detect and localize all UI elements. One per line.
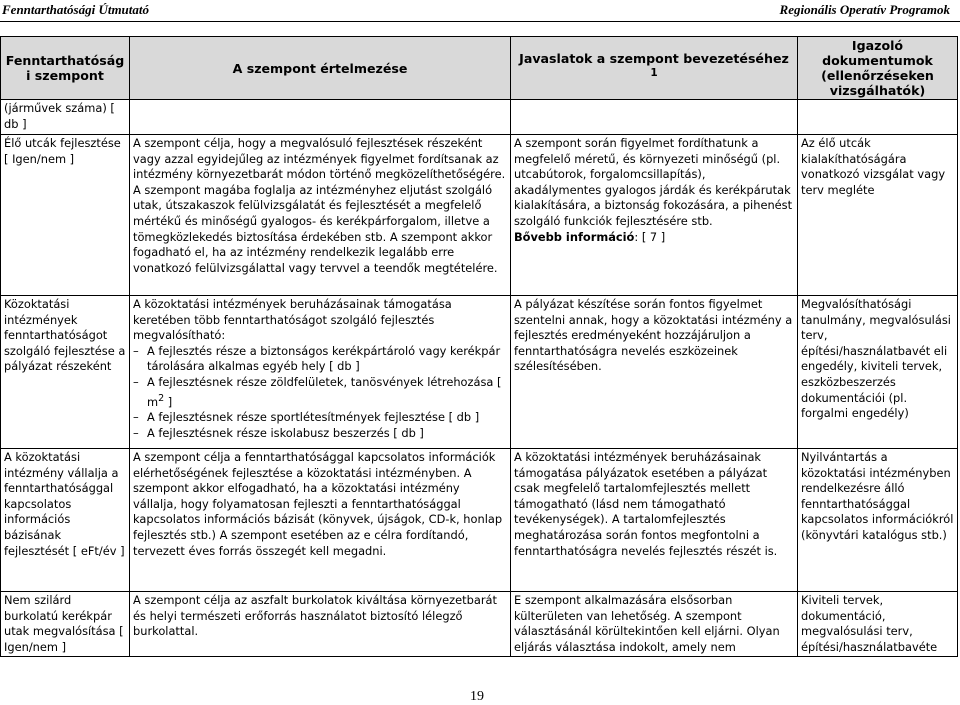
- table-cell: Nem szilárd burkolatú kerékpár utak megvalósítása [ Igen/nem ]: [1, 592, 130, 657]
- table-cell: Az élő utcák kialakíthatóságára vonatkozó vizsgálat vagy terv megléte: [798, 135, 958, 296]
- table-cell: A közoktatási intézmények beruházásainak támogatása pályázatok esetében a pályázat csak megfelelő tartalomfejlesztés mellett támogatható (lásd nem támogatható tevékenységek). A tartalomfejlesztés meghatározása során fontos megfontolni a fenntarthatóságra nevelés fejlesztés részét is.: [511, 449, 798, 592]
- list-item: – A fejlesztés része a biztonságos kerékpártároló vagy kerékpár tárolására alkalmas egyéb hely [ db ]: [133, 344, 507, 375]
- header-suggestions: Javaslatok a szempont bevezetéséhez $^1$: [511, 37, 798, 100]
- table-row: [1, 296, 958, 449]
- table-cell: [130, 100, 511, 135]
- table-cell: E szempont alkalmazására elsősorban külterületen van lehetőség. A szempont választásánál körültekintően kell eljárni. Olyan eljárás választása indokolt, amely nem: [511, 592, 798, 657]
- cell-intro: A közoktatási intézmények beruházásainak támogatása keretében több fenntarthatóságot szolgáló fejlesztés megvalósítható:: [133, 297, 452, 343]
- page-number: 19: [470, 689, 484, 704]
- page-header: [0, 0, 960, 22]
- table-cell: A szempont célja, hogy a megvalósuló fejlesztések részeként vagy azzal egyidejűleg az intézmények figyelmet fordítsanak az intézmény környezetbarát módon történő megközelíthetőségére. A szempont magába foglalja az intézményhez eljutást szolgáló utak, útszakaszok felülvizsgálatát és fejlesztését a megfelelő mértékű és minőségű gyalogos- és kerékpárforgalom, illetve a tömegközlekedés biztosítása érdekében stb. A szempont akkor fogadható el, ha az intézmény rendelkezik legalább erre vonatkozó felülvizsgálattal vagy tervvel a teendők megtételére.: [130, 135, 511, 296]
- table-cell: [511, 100, 798, 135]
- header-rule: [0, 21, 960, 22]
- table-header-row: [1, 37, 958, 100]
- list-item: – A fejlesztésnek része sportlétesítmények fejlesztése [ db ]: [133, 410, 507, 426]
- table-row: [1, 100, 958, 135]
- header-left-title: Fenntarthatósági Útmutató: [2, 2, 150, 17]
- table-cell: A pályázat készítése során fontos figyelmet szentelni annak, hogy a közoktatási intézmény a fejlesztés eredményeként hozzájáruljon a fenntarthatóságra nevelés eszközeinek szélesítésében.: [511, 296, 798, 449]
- header-right-title: Regionális Operatív Programok: [779, 2, 950, 17]
- header-documents: Igazoló dokumentumok (ellenőrzéseken vizsgálhatók): [798, 37, 958, 100]
- table-cell: [511, 135, 798, 296]
- table-cell: Kiviteli tervek, dokumentáció, megvalósulási terv, építési/használatbavéte: [798, 592, 958, 657]
- table-row: [1, 135, 958, 296]
- table-cell: [798, 100, 958, 135]
- table-cell: Megvalósíthatósági tanulmány, megvalósulási terv, építési/használatbavét eli engedély, kiviteli tervek, eszközbeszerzés dokumentációi (pl. forgalmi engedély): [798, 296, 958, 449]
- list-item: – A fejlesztésnek része iskolabusz beszerzés [ db ]: [133, 426, 507, 442]
- table-row: [1, 449, 958, 592]
- table-cell: Nyilvántartás a közoktatási intézményben rendelkezésre álló fenntarthatósággal kapcsolatos információkról (könyvtári katalógus stb.): [798, 449, 958, 592]
- table-cell: Élő utcák fejlesztése [ Igen/nem ]: [1, 135, 130, 296]
- header-interpretation: A szempont értelmezése: [130, 37, 511, 100]
- guideline-table: [0, 36, 958, 657]
- table-cell: Közoktatási intézmények fenntarthatóságot szolgáló fejlesztése a pályázat részeként: [1, 296, 130, 449]
- more-info-label: Bővebb információ: [514, 229, 635, 244]
- list-item: – A fejlesztésnek része zöldfelületek, tanösvények létrehozása [ $m^2$ ]: [133, 375, 507, 410]
- table-cell: [130, 296, 511, 449]
- table-cell: A szempont célja az aszfalt burkolatok kiváltása környezetbarát és helyi természeti erőforrás használatot biztosító lélegző burkolattal.: [130, 592, 511, 657]
- header-aspect: Fenntarthatóság i szempont: [1, 37, 130, 100]
- table-cell: (járművek száma) [ db ]: [1, 100, 130, 135]
- table-cell: A szempont célja a fenntarthatósággal kapcsolatos információk elérhetőségének fejlesztése a közoktatási intézményben. A szempont akkor elfogadható, ha a közoktatási intézmény vállalja, hogy folyamatosan fejleszti a fenntarthatósággal kapcsolatos információs bázisát (könyvek, újságok, CD-k, honlap fejlesztés stb.) A szempont esetében az e célra fordítandó, tervezett éves forrás összegét kell megadni.: [130, 449, 511, 592]
- table-row: [1, 592, 958, 657]
- table-cell: A közoktatási intézmény vállalja a fenntarthatósággal kapcsolatos információs bázisának fejlesztését [ eFt/év ]: [1, 449, 130, 592]
- more-info-ref: : [ 7 ]: [634, 229, 666, 244]
- suggestion-text: A szempont során figyelmet fordíthatunk a megfelelő méretű, és környezeti minőségű (pl. utcabútorok, forgalomcsillapítás), akadálymentes gyalogos járdák és kerékpárutak kialakítására, a biztonság fokozására, a pihenést szolgáló funkciók fejlesztésére stb.: [514, 136, 793, 228]
